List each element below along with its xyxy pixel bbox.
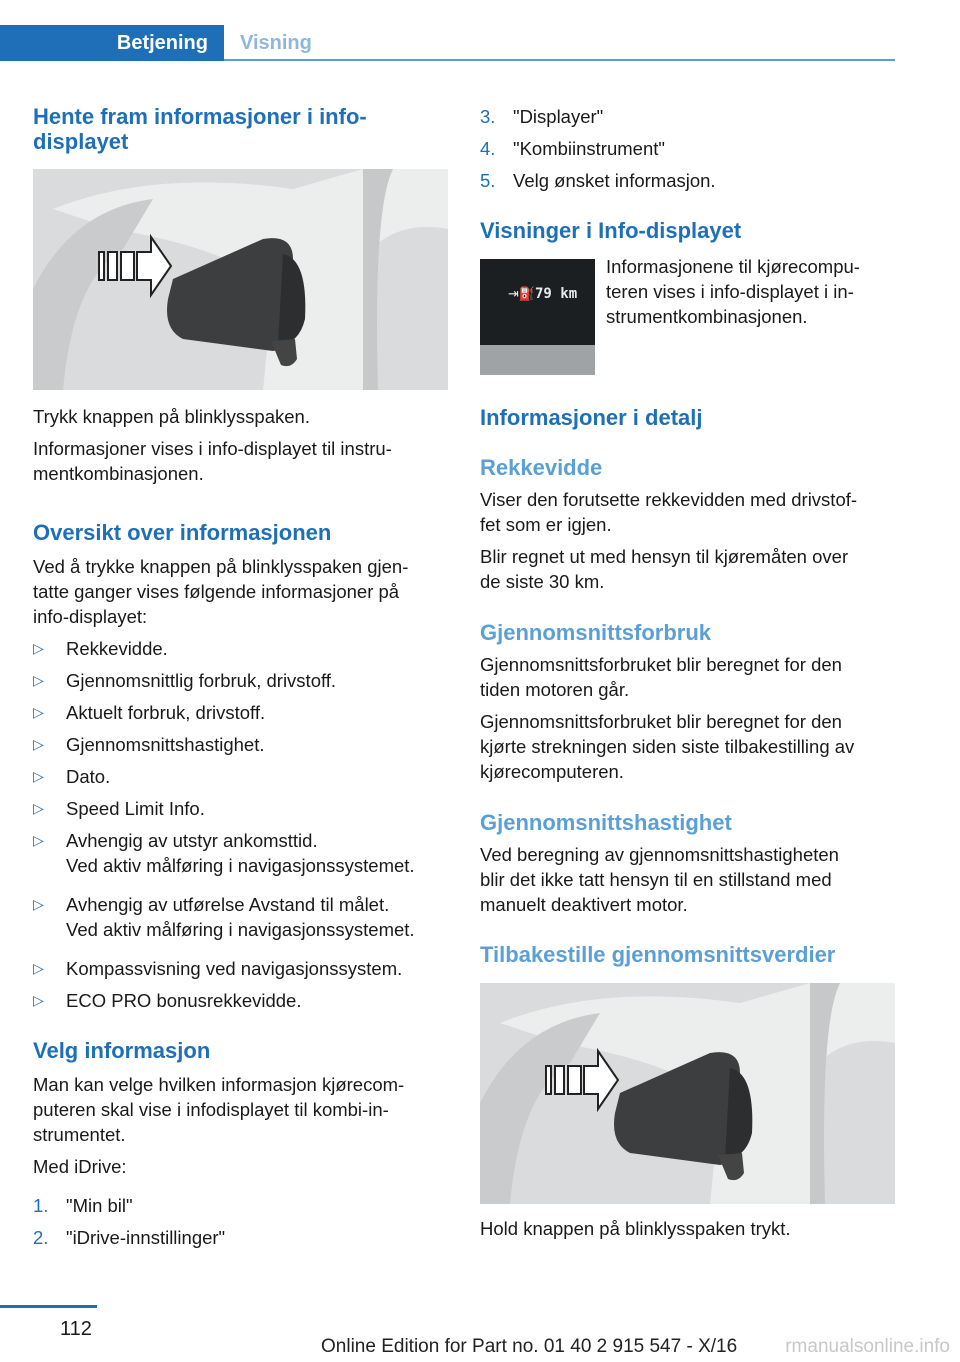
text-overview-line2: tatte ganger vises følgende informasjoner på [33, 581, 400, 602]
bullet-text: ECO PRO bonusrekkevidde. [66, 990, 302, 1011]
text-avgspeed-line3: manuelt deaktivert motor. [480, 894, 688, 915]
text-avgcons-line4: kjørte strekningen siden siste tilbakestilling av [480, 736, 855, 757]
heading-overview: Oversikt over informasjonen [33, 520, 332, 545]
step-number: 1. [33, 1195, 49, 1216]
text-views-line1: Informasjonene til kjørecompu- [606, 256, 860, 277]
text-select-line3: strumentet. [33, 1124, 126, 1145]
text-range-line4: de siste 30 km. [480, 571, 605, 592]
step-number: 5. [480, 170, 496, 191]
text-info-shown-line1: Informasjoner vises i info-displayet til instru- [33, 438, 392, 459]
text-avgcons-line2: tiden motoren går. [480, 679, 630, 700]
step-text: Velg ønsket informasjon. [513, 170, 716, 191]
text-overview-line1: Ved å trykke knappen på blinklysspaken gjen- [33, 556, 409, 577]
bullet-triangle-icon: ▷ [33, 672, 44, 688]
heading-details: Informasjoner i detalj [480, 405, 703, 430]
text-avgspeed-line1: Ved beregning av gjennomsnittshastigheten [480, 844, 839, 865]
text-with-idrive: Med iDrive: [33, 1156, 127, 1177]
step-text: "iDrive-innstillinger" [66, 1227, 226, 1248]
edition-footer: Online Edition for Part no. 01 40 2 915 547 - X/16 [321, 1336, 738, 1357]
chapter-tabs [0, 25, 895, 61]
bullet-text: Aktuelt forbruk, drivstoff. [66, 702, 266, 723]
bullet-triangle-icon: ▷ [33, 736, 44, 752]
text-press-button: Trykk knappen på blinklysspaken. [33, 406, 310, 427]
page-number-rule [0, 1305, 97, 1308]
bullet-text: Dato. [66, 766, 111, 787]
fuel-pump-icon: ⇥⛽ [508, 286, 536, 301]
tab-visning[interactable]: Visning [240, 31, 312, 54]
bullet-text: Gjennomsnittshastighet. [66, 734, 265, 755]
bullet-triangle-icon: ▷ [33, 704, 44, 720]
text-range-line3: Blir regnet ut med hensyn til kjøremåten over [480, 546, 849, 567]
page-number: 112 [60, 1318, 92, 1340]
heading-select-info: Velg informasjon [33, 1038, 211, 1063]
bullet-text: Avhengig av utførelse Avstand til målet. [66, 894, 390, 915]
info-display-screenshot [480, 259, 595, 375]
text-select-line2: puteren skal vise i infodisplayet til kombi-in- [33, 1099, 389, 1120]
text-info-shown-line2: mentkombinasjonen. [33, 463, 204, 484]
heading-avg-consumption: Gjennomsnittsforbruk [480, 620, 712, 645]
text-views-line3: strumentkombinasjonen. [606, 306, 808, 327]
text-range-line2: fet som er igjen. [480, 514, 612, 535]
bullet-triangle-icon: ▷ [33, 768, 44, 784]
text-avgcons-line3: Gjennomsnittsforbruket blir beregnet for den [480, 711, 842, 732]
bullet-text: Kompassvisning ved navigasjonssystem. [66, 958, 403, 979]
bullet-triangle-icon: ▷ [33, 640, 44, 656]
bullet-triangle-icon: ▷ [33, 992, 44, 1008]
text-overview-line3: info-displayet: [33, 606, 148, 627]
step-text: "Kombiinstrument" [513, 138, 665, 159]
bullet-text: Speed Limit Info. [66, 798, 205, 819]
bullet-text: Avhengig av utstyr ankomsttid. [66, 830, 318, 851]
bullet-text: Ved aktiv målføring i navigasjonssystemet. [66, 855, 415, 876]
range-value: 79 km [535, 286, 578, 302]
heading-info-display: Hente fram informasjoner i info- displayet [33, 104, 367, 154]
text-hold-button: Hold knappen på blinklysspaken trykt. [480, 1218, 791, 1239]
step-text: "Displayer" [513, 106, 604, 127]
stalk-button-illustration-reset [480, 983, 895, 1204]
bullet-triangle-icon: ▷ [33, 960, 44, 976]
bullet-text: Rekkevidde. [66, 638, 168, 659]
step-text: "Min bil" [66, 1195, 133, 1216]
text-views-line2: teren vises i info-displayet i in- [606, 281, 854, 302]
bullet-text: Ved aktiv målføring i navigasjonssystemet. [66, 919, 415, 940]
watermark: rmanualsonline.info [785, 1336, 950, 1357]
stalk-button-illustration [33, 169, 448, 390]
step-number: 3. [480, 106, 496, 127]
text-avgcons-line5: kjørecomputeren. [480, 761, 624, 782]
text-select-line1: Man kan velge hvilken informasjon kjørecom- [33, 1074, 405, 1095]
heading-range: Rekkevidde [480, 455, 603, 480]
text-avgcons-line1: Gjennomsnittsforbruket blir beregnet for den [480, 654, 842, 675]
bullet-triangle-icon: ▷ [33, 896, 44, 912]
heading-reset-averages: Tilbakestille gjennomsnittsverdier [480, 942, 836, 967]
step-number: 4. [480, 138, 496, 159]
heading-avg-speed: Gjennomsnittshastighet [480, 810, 732, 835]
bullet-triangle-icon: ▷ [33, 800, 44, 816]
text-avgspeed-line2: blir det ikke tatt hensyn til en stillstand med [480, 869, 832, 890]
bullet-text: Gjennomsnittlig forbruk, drivstoff. [66, 670, 337, 691]
tab-betjening[interactable]: Betjening [0, 25, 224, 61]
step-number: 2. [33, 1227, 49, 1248]
heading-info-display-views: Visninger i Info-displayet [480, 218, 742, 243]
bullet-triangle-icon: ▷ [33, 832, 44, 848]
text-range-line1: Viser den forutsette rekkevidden med drivstof- [480, 489, 858, 510]
